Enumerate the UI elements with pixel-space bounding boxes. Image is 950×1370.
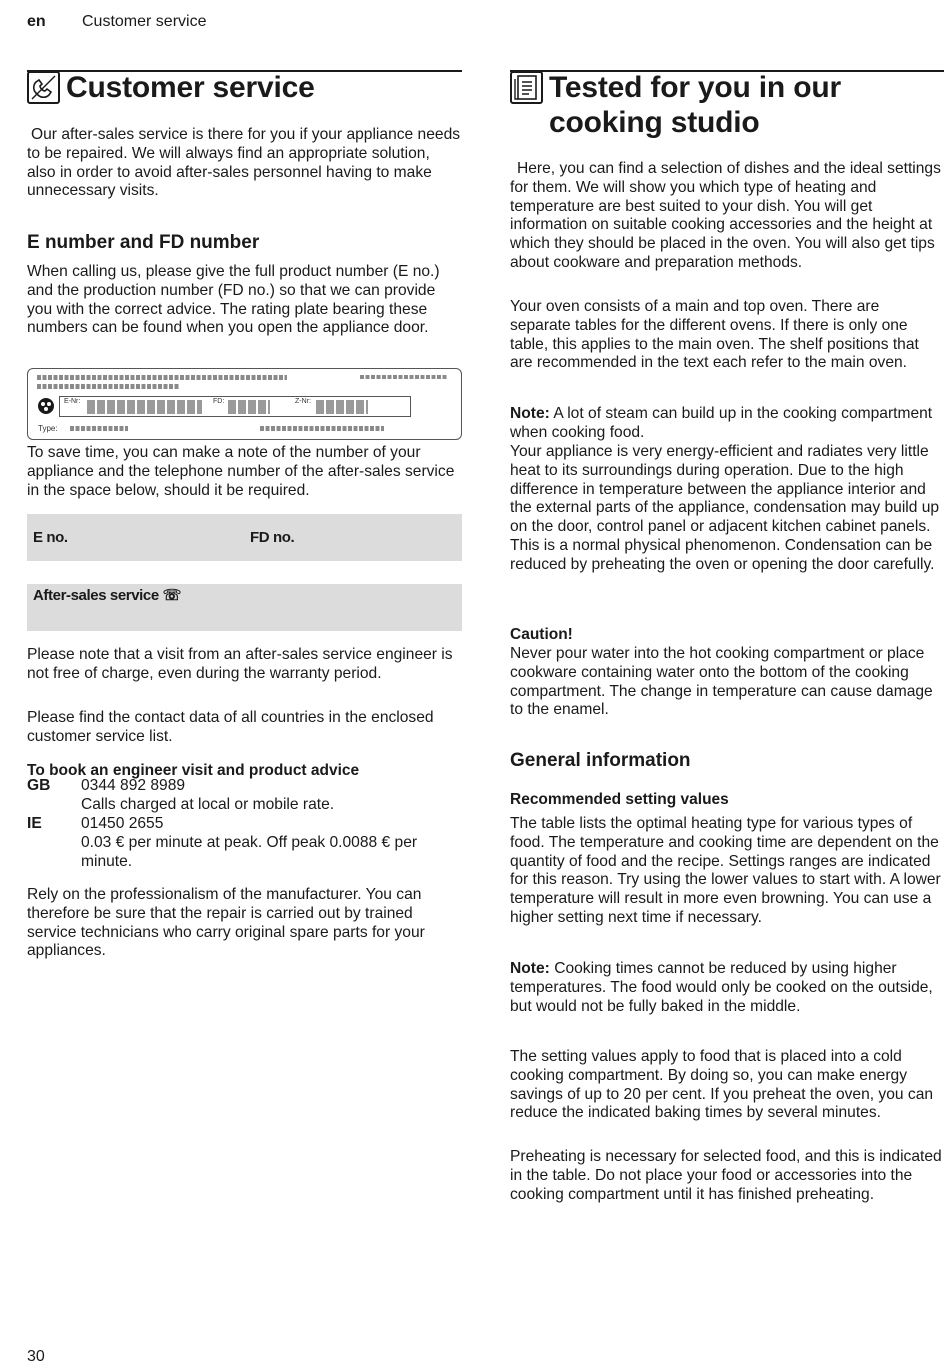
efficiency-paragraph: Your appliance is very energy-efficient and radiates very little heat to its surroundings during operation. Due to the high difference in temperature between the appliance interior and the external parts of the appliance, condensation may build up on the door, control panel or adjacent kitchen cabinet panels. This is a normal physical phenomenon. Condensation can be reduced by preheating the oven or opening the door carefully. xyxy=(510,443,940,573)
booking-heading: To book an engineer visit and product advice xyxy=(27,762,360,779)
recommended-heading: Recommended setting values xyxy=(510,791,729,808)
rely-paragraph: Rely on the professionalism of the manufacturer. You can therefore be sure that the repair is carried out by trained service technicians who carry original spare parts for your appliances. xyxy=(27,886,425,960)
steam-note xyxy=(510,405,942,443)
cooking-times-note xyxy=(510,960,942,1016)
page-number: 30 xyxy=(27,1348,45,1365)
plate-fd-label: FD: xyxy=(213,398,225,405)
cold-compartment-paragraph: The setting values apply to food that is placed into a cold cooking compartment. By doing so, you can make energy savings of up to 20 per cent. If you preheat the oven, you can reduce the indicated baking times by several minutes. xyxy=(510,1048,934,1122)
fd-no-label: FD no. xyxy=(250,529,295,546)
subheading-e-number: E number and FD number xyxy=(27,232,260,253)
note-label: Note: xyxy=(510,960,550,977)
intro-paragraph: Here, you can find a selection of dishes and the ideal settings for them. We will show you which type of heating and temperature are best suited to your dish. You will get information on suitable cooking accessories and the height at which they should be placed in the oven. You will also get tips about cookware and preparation methods. xyxy=(510,160,941,271)
contact-row-ie xyxy=(27,815,462,873)
plate-e-label: E-Nr: xyxy=(64,398,81,405)
recipe-book-icon xyxy=(510,71,543,104)
phone-rate-info: Calls charged at local or mobile rate. xyxy=(81,796,335,813)
e-number-paragraph: When calling us, please give the full product number (E no.) and the production number (FD no.) so that we can provide you with the correct advice. The rating plate bearing these numbers can be found when you open the appliance door. xyxy=(27,263,440,337)
visit-paragraph: Please note that a visit from an after-sales service engineer is not free of charge, even during the warranty period. xyxy=(27,646,453,682)
section-title-line1: Tested for you in our xyxy=(549,71,841,104)
e-fd-number-field[interactable] xyxy=(27,514,462,561)
recommended-paragraph: The table lists the optimal heating type for various types of food. The temperature and cooking time are dependent on the quantity of food and the recipe. Settings ranges are indicated for this reason. Try using the lower values to start with. A lower temperature will result in more even browning. You can use a higher setting next time if necessary. xyxy=(510,815,941,926)
intro-paragraph: Our after-sales service is there for you if your appliance needs to be repaired. We will always find an appropriate solution, also in order to avoid after-sales personnel having to make unnecessary visits. xyxy=(27,126,461,200)
note-text: Cooking times cannot be reduced by using higher temperatures. The food would only be cooked on the outside, but would not be fully baked in the middle. xyxy=(510,960,933,1015)
telephone-icon xyxy=(27,71,60,104)
logo-icon xyxy=(38,398,54,414)
note-paragraph: To save time, you can make a note of the number of your appliance and the telephone number of the after-sales service in the space below, should it be required. xyxy=(27,444,455,499)
contact-paragraph: Please find the contact data of all countries in the enclosed customer service list. xyxy=(27,709,434,745)
section-title: Customer service xyxy=(66,71,315,104)
note-text: A lot of steam can build up in the cooking compartment when cooking food. xyxy=(510,405,933,441)
e-no-label: E no. xyxy=(33,529,68,546)
phone-rate-info: 0.03 € per minute at peak. Off peak 0.0088 € per minute. xyxy=(81,834,418,870)
after-sales-label: After-sales service ☏ xyxy=(33,587,181,604)
phone-number: 01450 2655 xyxy=(81,815,164,832)
plate-z-label: Z-Nr: xyxy=(295,398,311,405)
ovens-paragraph: Your oven consists of a main and top oven. There are separate tables for the different ovens. If there is only one table, this applies to the main oven. The shelf positions that are recommended in the text each refer to the main oven. xyxy=(510,298,919,372)
section-title-line2: cooking studio xyxy=(549,106,760,139)
caution-heading: Caution! xyxy=(510,626,573,643)
general-information-heading: General information xyxy=(510,750,691,771)
rating-plate-illustration xyxy=(27,368,462,440)
country-code: GB xyxy=(27,777,51,794)
contact-row-gb xyxy=(27,777,462,817)
after-sales-field[interactable] xyxy=(27,584,462,631)
note-label: Note: xyxy=(510,405,550,422)
country-code: IE xyxy=(27,815,42,832)
phone-number: 0344 892 8989 xyxy=(81,777,186,794)
caution-paragraph: Never pour water into the hot cooking compartment or place cookware containing water onto the bottom of the cooking compartment. The change in temperature can cause damage to the enamel. xyxy=(510,645,933,719)
preheating-paragraph: Preheating is necessary for selected food, and this is indicated in the table. Do not place your food or accessories into the cooking compartment until it has finished preheating. xyxy=(510,1148,942,1203)
language-code: en xyxy=(27,13,46,30)
plate-type-label: Type: xyxy=(38,424,58,433)
running-header: Customer service xyxy=(82,13,207,30)
